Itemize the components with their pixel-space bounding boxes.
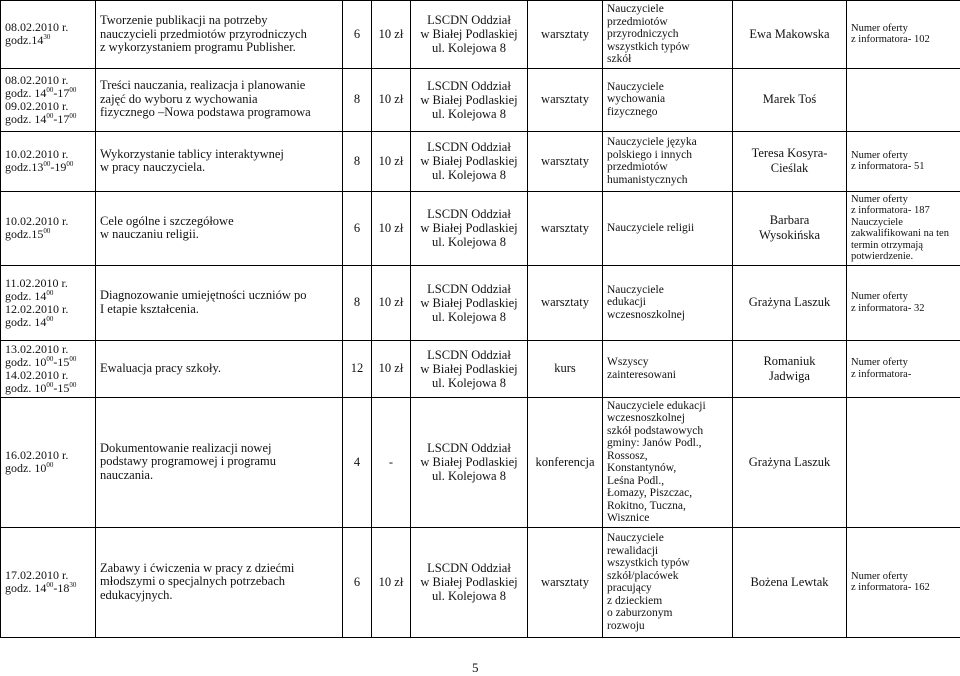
venue-line: LSCDN Oddział [427,78,511,93]
target-audience [603,131,733,191]
minutes-superscript: 00 [69,354,77,363]
date-text: godz.13 [5,160,44,174]
hours-count: 12 [343,340,372,397]
venue-line: LSCDN Oddział [427,140,511,154]
course-fee: - [372,397,411,527]
course-fee: 10 zł [372,1,411,69]
session-dates [1,131,96,191]
hours-count: 6 [343,1,372,69]
table-row [1,68,960,131]
minutes-superscript: 00 [43,160,51,168]
date-text: 14.02.2010 r. [5,367,69,382]
audience-line: szkół [607,53,632,65]
date-text: -15 [53,354,70,369]
audience-line: wczesnoszkolnej [607,412,685,424]
audience-line: przyrodniczych [607,28,679,40]
leader-line: Marek Toś [762,92,817,106]
date-text: 17.02.2010 r. [5,568,69,582]
topic-line: Ewaluacja pracy szkoły. [100,360,222,375]
venue-address [411,131,528,191]
audience-line: Nauczyciele języka [607,136,697,148]
offer-line: Numer oferty [851,22,908,34]
course-fee: 10 zł [372,527,411,637]
topic-line: fizycznego –Nowa podstawa programowa [100,105,311,120]
date-text: 10.02.2010 r. [5,214,69,228]
date-text: godz. 10 [5,354,47,369]
date-text: -17 [53,111,70,126]
venue-line: w Białej Podlaskiej [420,575,518,589]
leader-line: Grażyna Laszuk [748,454,831,469]
target-audience [603,1,733,69]
topic-line: z wykorzystaniem programu Publisher. [100,40,296,54]
date-text: godz. 14 [5,288,47,303]
date-text: 12.02.2010 r. [5,301,69,316]
page-number: 5 [472,660,479,675]
offer-line: Numer oferty [851,570,908,582]
date-text: -15 [53,380,70,395]
minutes-superscript: 00 [46,354,54,363]
leader-line: Jadwiga [769,368,810,383]
course-leader [733,527,847,637]
minutes-superscript: 00 [66,160,74,168]
audience-line: rozwoju [607,619,645,632]
offer-line: z informatora- 162 [851,582,930,593]
target-audience [603,527,733,637]
audience-line: Rossosz, [607,449,648,462]
leader-line: Barbara [769,213,810,227]
date-text: godz. 10 [5,380,47,395]
course-leader [733,131,847,191]
hours-count: 8 [343,131,372,191]
audience-line: wszystkich typów [607,40,690,53]
session-dates [1,1,96,69]
venue-line: w Białej Podlaskiej [420,361,518,376]
date-text: 10.02.2010 r. [5,147,69,161]
date-line [5,113,91,126]
offer-line: z informatora- [851,368,912,380]
minutes-superscript: 00 [46,461,54,469]
audience-line: edukacji [607,296,646,309]
date-text: godz. 10 [5,461,47,475]
offer-line: Numer oferty [851,149,908,161]
offer-line: Numer oferty [851,291,908,302]
audience-line: Wszyscy [607,356,649,368]
venue-line: w Białej Podlaskiej [420,221,518,235]
target-audience [603,68,733,131]
offer-line: zakwalifikowani na ten [851,228,949,239]
audience-line: pracujący [607,582,652,594]
audience-line: zainteresowani [607,368,676,381]
date-text: godz. 14 [5,111,47,126]
leader-line: Bożena Lewtak [750,574,829,589]
date-text: -18 [53,581,70,595]
audience-line: Nauczyciele [607,80,664,93]
course-topic [96,1,343,69]
audience-line: Nauczyciele [607,532,664,544]
date-text: godz.14 [5,33,44,48]
topic-line: I etapie kształcenia. [100,301,199,316]
audience-line: wczesnoszkolnej [607,308,685,321]
offer-line: z informatora- 51 [851,161,925,172]
table-row [1,1,960,69]
session-dates [1,191,96,265]
audience-line: polskiego i innych [607,148,692,161]
offer-number [847,340,960,397]
audience-line: Leśna Podl., [607,474,665,487]
leader-line: Grażyna Laszuk [748,295,831,309]
offer-number [847,191,960,265]
venue-line: w Białej Podlaskiej [420,295,518,310]
offer-number [847,397,960,527]
offer-line: termin otrzymają [851,239,924,251]
table-row [1,131,960,191]
course-topic [96,527,343,637]
date-text: 08.02.2010 r. [5,72,69,87]
venue-line: ul. Kolejowa 8 [432,469,506,483]
venue-line: ul. Kolejowa 8 [432,41,506,56]
course-leader [733,340,847,397]
offer-line: z informatora- 102 [851,34,930,46]
course-topic [96,397,343,527]
course-fee: 10 zł [372,68,411,131]
minutes-superscript: 00 [69,380,77,389]
topic-line: nauczycieli przedmiotów przyrodniczych [100,26,307,41]
table-row [1,265,960,340]
course-leader [733,265,847,340]
course-fee: 10 zł [372,191,411,265]
venue-line: LSCDN Oddział [427,13,511,28]
minutes-superscript: 00 [46,85,54,94]
offer-line: Numer oferty [851,357,908,368]
course-fee: 10 zł [372,340,411,397]
venue-line: LSCDN Oddział [427,281,511,296]
offer-number [847,68,960,131]
date-line [5,382,91,395]
course-topic [96,131,343,191]
venue-address [411,191,528,265]
minutes-superscript: 00 [46,288,54,297]
date-text: 16.02.2010 r. [5,448,69,462]
table-row [1,340,960,397]
minutes-superscript: 00 [46,314,54,323]
hours-count: 4 [343,397,372,527]
venue-line: LSCDN Oddział [427,207,511,221]
target-audience [603,397,733,527]
topic-line: Cele ogólne i szczegółowe [100,213,234,228]
offer-number [847,527,960,637]
table-row [1,527,960,637]
minutes-superscript: 00 [46,380,54,389]
date-line [5,228,91,241]
session-dates [1,397,96,527]
hours-count: 6 [343,191,372,265]
date-line [5,34,91,47]
audience-line: szkół/placówek [607,569,679,582]
leader-line: Ewa Makowska [749,26,830,41]
target-audience [603,265,733,340]
offer-line: Nauczyciele [851,216,903,228]
audience-line: rewalidacji [607,544,659,557]
venue-line: w Białej Podlaskiej [420,27,518,42]
venue-line: ul. Kolejowa 8 [432,309,506,324]
course-form: warsztaty [528,68,603,131]
audience-line: Konstantynów, [607,462,677,474]
audience-line: wszystkich typów [607,557,690,569]
venue-line: w Białej Podlaskiej [420,455,518,469]
hours-count: 6 [343,527,372,637]
target-audience [603,191,733,265]
audience-line: gminy: Janów Podl., [607,437,702,449]
audience-line: Łomazy, Piszczac, [607,487,693,499]
minutes-superscript: 30 [43,33,51,42]
topic-line: Wykorzystanie tablicy interaktywnej [100,146,284,161]
date-line [5,462,91,475]
audience-line: fizycznego [607,105,658,118]
session-dates [1,68,96,131]
topic-line: nauczania. [100,467,154,482]
date-line [5,316,91,329]
session-dates [1,340,96,397]
hours-count: 8 [343,265,372,340]
leader-line: Cieślak [770,161,809,175]
venue-line: ul. Kolejowa 8 [432,168,506,182]
date-text: -19 [50,160,67,174]
leader-line: Wysokińska [758,228,821,242]
venue-address [411,68,528,131]
venue-address [411,1,528,69]
audience-line: Nauczyciele [607,283,664,296]
venue-line: w Białej Podlaskiej [420,92,518,107]
venue-line: ul. Kolejowa 8 [432,235,506,249]
course-form: kurs [528,340,603,397]
leader-line: Teresa Kosyra- [751,146,828,160]
audience-line: Nauczyciele religii [607,221,695,234]
audience-line: o zaburzonym [607,607,673,619]
course-topic [96,191,343,265]
minutes-superscript: 00 [69,85,77,94]
leader-line: Romaniuk [763,353,816,368]
date-text: 13.02.2010 r. [5,341,69,356]
audience-line: Nauczyciele edukacji [607,399,706,412]
topic-line: Treści nauczania, realizacja i planowanie [100,78,306,93]
date-line [5,582,91,595]
topic-line: w nauczaniu religii. [100,227,199,241]
course-form: warsztaty [528,131,603,191]
offer-line: Numer oferty [851,193,908,205]
topic-line: zajęć do wyboru z wychowania [100,91,258,106]
audience-line: Nauczyciele [607,3,664,15]
session-dates [1,527,96,637]
course-leader [733,1,847,69]
target-audience [603,340,733,397]
minutes-superscript: 00 [46,581,54,589]
venue-address [411,397,528,527]
course-leader [733,397,847,527]
minutes-superscript: 00 [69,111,77,120]
audience-line: wychowania [607,93,666,106]
offer-number [847,265,960,340]
course-form: konferencja [528,397,603,527]
course-form: warsztaty [528,191,603,265]
date-text: godz. 14 [5,314,47,329]
topic-line: w pracy nauczyciela. [100,160,206,174]
table-row [1,191,960,265]
audience-line: Rokitno, Tuczna, [607,499,686,512]
venue-line: LSCDN Oddział [427,347,511,362]
course-fee: 10 zł [372,131,411,191]
course-leader [733,191,847,265]
date-text: godz. 14 [5,581,47,595]
course-topic [96,68,343,131]
date-text: -17 [53,85,70,100]
date-text: 09.02.2010 r. [5,98,69,113]
audience-line: przedmiotów [607,15,668,28]
offer-line: z informatora- 187 [851,205,930,216]
hours-count: 8 [343,68,372,131]
course-topic [96,265,343,340]
date-text: 11.02.2010 r. [5,275,68,290]
topic-line: Dokumentowanie realizacji nowej [100,440,272,455]
minutes-superscript: 00 [46,111,54,120]
topic-line: edukacyjnych. [100,587,173,602]
offer-number [847,1,960,69]
venue-line: w Białej Podlaskiej [420,154,518,168]
course-form: warsztaty [528,265,603,340]
venue-line: ul. Kolejowa 8 [432,375,506,390]
course-leader [733,68,847,131]
offer-number [847,131,960,191]
venue-line: ul. Kolejowa 8 [432,106,506,121]
audience-line: humanistycznych [607,173,688,186]
session-dates [1,265,96,340]
topic-line: młodszymi o specjalnych potrzebach [100,574,286,589]
venue-line: LSCDN Oddział [427,561,511,575]
date-line [5,161,91,174]
course-topic [96,340,343,397]
course-form: warsztaty [528,1,603,69]
offer-line: z informatora- 32 [851,302,925,314]
venue-address [411,527,528,637]
date-text: 08.02.2010 r. [5,20,69,35]
minutes-superscript: 00 [43,227,51,235]
topic-line: podstawy programowej i programu [100,454,277,469]
audience-line: z dzieckiem [607,594,663,607]
topic-line: Tworzenie publikacji na potrzeby [100,13,268,27]
table-row [1,397,960,527]
audience-line: szkół podstawowych [607,424,704,437]
venue-line: ul. Kolejowa 8 [432,589,506,603]
audience-line: Wisznice [607,512,650,524]
minutes-superscript: 30 [69,581,77,589]
date-text: godz.15 [5,227,44,241]
venue-line: LSCDN Oddział [427,441,511,455]
venue-address [411,265,528,340]
audience-line: przedmiotów [607,161,668,173]
course-fee: 10 zł [372,265,411,340]
course-form: warsztaty [528,527,603,637]
venue-address [411,340,528,397]
date-text: godz. 14 [5,85,47,100]
topic-line: Zabawy i ćwiczenia w pracy z dziećmi [100,560,295,575]
offer-line: potwierdzenie. [851,251,914,262]
topic-line: Diagnozowanie umiejętności uczniów po [100,288,307,302]
